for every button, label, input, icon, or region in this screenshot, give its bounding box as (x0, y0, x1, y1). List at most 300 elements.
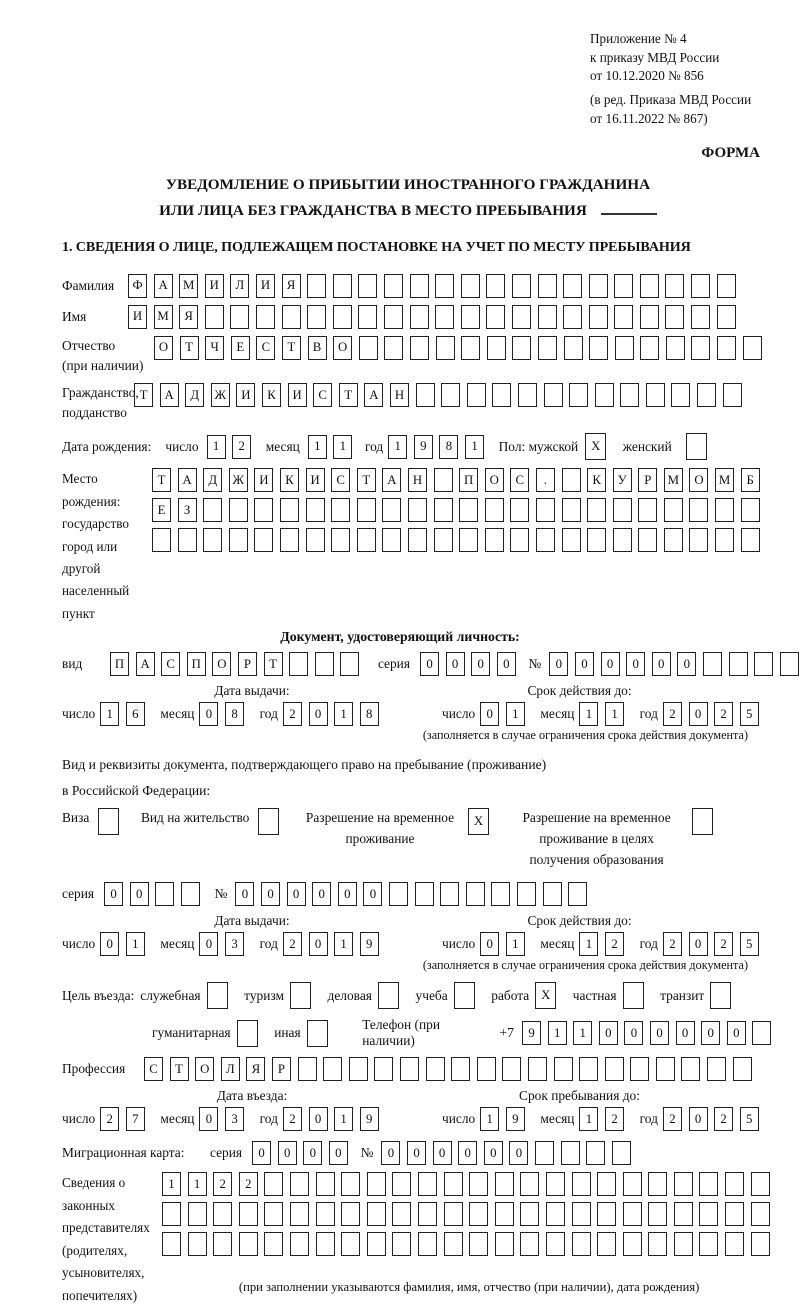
migration-card-label: Миграционная карта: (62, 1145, 185, 1161)
char-cell-empty (374, 1057, 393, 1081)
char-cell-empty (536, 498, 555, 522)
char-cell-empty (239, 1202, 258, 1226)
char-cell-filled: Т (264, 652, 283, 676)
label-line: Место рождения: (62, 471, 121, 509)
stay-until-date (442, 1107, 774, 1131)
char-cell-empty (725, 1232, 744, 1256)
char-cell-empty (586, 1141, 605, 1165)
char-cell-empty (543, 882, 562, 906)
char-cell-empty (358, 274, 377, 298)
citizenship-cells (134, 383, 748, 407)
year-label: год (364, 438, 384, 454)
char-cell-empty (699, 1232, 718, 1256)
char-cell-filled: 1 (334, 932, 353, 956)
label-line: к приказу МВД России (590, 49, 720, 65)
char-cell-empty (510, 498, 529, 522)
char-cell-empty (699, 1172, 718, 1196)
sex-male-checkbox (585, 433, 613, 460)
patronymic-label (62, 336, 154, 376)
month-label: месяц (160, 706, 195, 722)
char-cell-filled: . (536, 468, 555, 492)
char-cell-empty (469, 1172, 488, 1196)
char-cell-filled: 5 (740, 1107, 759, 1131)
char-cell-filled: П (187, 652, 206, 676)
char-cell-filled: 0 (130, 882, 149, 906)
label-line: от 10.12.2020 № 856 (590, 68, 704, 84)
char-cell-empty (512, 336, 531, 360)
char-cell-filled: М (154, 305, 173, 329)
char-cell-filled: 0 (599, 1021, 618, 1045)
char-cell-empty (486, 305, 505, 329)
char-cell-empty (495, 1202, 514, 1226)
iddoc-kind-row (62, 652, 778, 676)
char-cell-empty (569, 383, 588, 407)
char-cell-empty (306, 498, 325, 522)
firstname-cells (128, 305, 742, 329)
char-cell-filled: Я (282, 274, 301, 298)
char-cell-filled: 0 (252, 1141, 271, 1165)
checkbox-empty (378, 982, 399, 1009)
char-cell-empty (717, 305, 736, 329)
checkbox-option (152, 1020, 264, 1047)
char-cell-filled: 1 (207, 435, 226, 459)
option-label: частная (572, 987, 617, 1003)
sex-label: Пол: мужской (498, 438, 579, 454)
label-line: представителях (62, 1220, 150, 1236)
profession-cells (144, 1057, 758, 1081)
char-cell-filled: И (254, 468, 273, 492)
char-cell-empty (485, 498, 504, 522)
month-label: месяц (265, 438, 300, 454)
citizenship-label (62, 383, 139, 423)
char-cell-filled: А (136, 652, 155, 676)
char-cell-empty (587, 528, 606, 552)
char-cell-empty (290, 1172, 309, 1196)
checkbox-option (244, 982, 317, 1009)
entry-day (100, 1107, 151, 1131)
checkbox-empty (692, 808, 713, 835)
char-cell-filled: С (256, 336, 275, 360)
iddoc-valid-month (579, 702, 630, 726)
char-cell-empty (630, 1057, 649, 1081)
checkbox-option (141, 808, 286, 835)
char-cell-empty (162, 1232, 181, 1256)
char-cell-empty (623, 1202, 642, 1226)
char-cell-empty (357, 528, 376, 552)
char-cell-empty (400, 1057, 419, 1081)
char-cell-filled: 0 (509, 1141, 528, 1165)
char-cell-filled: В (308, 336, 327, 360)
day-label: число (442, 1111, 476, 1127)
char-cell-empty (538, 305, 557, 329)
char-cell-filled: Ч (205, 336, 224, 360)
char-cell-empty (546, 1202, 565, 1226)
char-cell-empty (392, 1172, 411, 1196)
char-cell-filled: 0 (689, 932, 708, 956)
iddoc-issue-day (100, 702, 151, 726)
char-cell-empty (205, 305, 224, 329)
char-cell-empty (459, 528, 478, 552)
char-cell-empty (410, 274, 429, 298)
char-cell-empty (546, 1172, 565, 1196)
char-cell-filled: 0 (701, 1021, 720, 1045)
char-cell-filled: 1 (162, 1172, 181, 1196)
char-cell-filled: 6 (126, 702, 145, 726)
char-cell-empty (538, 336, 557, 360)
char-cell-empty (459, 498, 478, 522)
char-cell-filled: 2 (663, 1107, 682, 1131)
char-cell-empty (510, 528, 529, 552)
char-cell-empty (646, 383, 665, 407)
iddoc-issue-month (199, 702, 250, 726)
char-cell-empty (562, 468, 581, 492)
char-cell-empty (316, 1172, 335, 1196)
patronymic-row (62, 336, 778, 376)
char-cell-empty (674, 1232, 693, 1256)
checkbox-option (660, 982, 738, 1009)
form-title-line1: УВЕДОМЛЕНИЕ О ПРИБЫТИИ ИНОСТРАННОГО ГРАЖДАНИНА (165, 175, 651, 193)
entry-date-headers (62, 1088, 778, 1104)
char-cell-filled: 0 (480, 702, 499, 726)
birthplace-block (62, 468, 778, 625)
char-cell-empty (536, 528, 555, 552)
char-cell-filled: 2 (605, 932, 624, 956)
char-cell-empty (520, 1172, 539, 1196)
char-cell-filled: 0 (199, 1107, 218, 1131)
char-cell-filled: И (128, 305, 147, 329)
char-cell-filled: 0 (727, 1021, 746, 1045)
char-cell-filled: Р (272, 1057, 291, 1081)
char-cell-empty (435, 274, 454, 298)
char-cell-filled: 0 (309, 932, 328, 956)
char-cell-empty (333, 274, 352, 298)
char-cell-filled: 2 (283, 1107, 302, 1131)
year-label: год (639, 706, 658, 722)
char-cell-empty (229, 528, 248, 552)
char-cell-empty (612, 1141, 631, 1165)
char-cell-empty (691, 336, 710, 360)
char-cell-empty (280, 498, 299, 522)
firstname-label: Имя (62, 308, 87, 324)
char-cell-empty (341, 1172, 360, 1196)
char-cell-empty (717, 336, 736, 360)
char-cell-filled: Е (231, 336, 250, 360)
char-cell-filled: Т (170, 1057, 189, 1081)
char-cell-empty (495, 1172, 514, 1196)
char-cell-empty (213, 1232, 232, 1256)
char-cell-empty (367, 1232, 386, 1256)
char-cell-empty (444, 1232, 463, 1256)
char-cell-filled: 1 (465, 435, 484, 459)
char-cell-filled: А (154, 274, 173, 298)
profession-label: Профессия (62, 1061, 126, 1077)
char-cell-empty (323, 1057, 342, 1081)
char-cell-filled: 0 (677, 652, 696, 676)
char-cell-empty (316, 1202, 335, 1226)
char-cell-filled: Н (408, 468, 427, 492)
char-cell-filled: 0 (650, 1021, 669, 1045)
label-line: от 16.11.2022 № 867) (590, 110, 708, 126)
char-cell-filled: О (689, 468, 708, 492)
char-cell-filled: 1 (334, 1107, 353, 1131)
char-cell-empty (689, 498, 708, 522)
surname-cells (128, 274, 742, 298)
migration-series-cells (252, 1141, 354, 1165)
permit-intro-line1: Вид и реквизиты документа, подтверждающего право на пребывание (проживание) (62, 757, 547, 773)
char-cell-empty (239, 1232, 258, 1256)
char-cell-empty (495, 1232, 514, 1256)
char-cell-empty (723, 383, 742, 407)
year-label: год (259, 1111, 278, 1127)
char-cell-empty (620, 383, 639, 407)
option-label: Виза (62, 810, 90, 826)
char-cell-filled: 2 (283, 932, 302, 956)
char-cell-empty (203, 498, 222, 522)
char-cell-filled: Л (230, 274, 249, 298)
char-cell-empty (298, 1057, 317, 1081)
permit-validity-note: (заполняется в случае ограничения срока действия документа) (422, 958, 748, 973)
char-cell-empty (752, 1021, 771, 1045)
char-cell-empty (331, 498, 350, 522)
char-cell-empty (331, 528, 350, 552)
char-cell-empty (155, 882, 174, 906)
char-cell-empty (597, 1232, 616, 1256)
checkbox-checked: X (535, 982, 556, 1009)
char-cell-empty (528, 1057, 547, 1081)
char-cell-filled: 8 (225, 702, 244, 726)
label-line: населенный пункт (62, 583, 130, 621)
char-cell-empty (615, 336, 634, 360)
char-cell-filled: О (212, 652, 231, 676)
permit-issue-year (283, 932, 385, 956)
char-cell-empty (568, 882, 587, 906)
patronymic-label-line1: Отчество (62, 337, 116, 353)
char-cell-empty (665, 305, 684, 329)
representatives-note: (при заполнении указываются фамилия, имя, отчество (при наличии), дата рождения) (238, 1280, 700, 1295)
iddoc-series-label: серия (377, 656, 411, 672)
checkbox-empty (307, 1020, 328, 1047)
char-cell-empty (638, 528, 657, 552)
char-cell-empty (751, 1232, 770, 1256)
char-cell-filled: 0 (689, 702, 708, 726)
char-cell-filled: 0 (549, 652, 568, 676)
char-cell-filled: Д (203, 468, 222, 492)
iddoc-title: Документ, удостоверяющий личность: (280, 629, 520, 645)
label-line: (родителях, (62, 1242, 128, 1258)
char-cell-filled: 9 (360, 1107, 379, 1131)
permit-series-label: серия (62, 886, 95, 902)
stay-day (480, 1107, 531, 1131)
birth-month-cells (308, 435, 359, 459)
char-cell-empty (715, 528, 734, 552)
purpose-options-row2 (152, 1020, 344, 1047)
char-cell-filled: С (510, 468, 529, 492)
label-line: (в ред. Приказа МВД России (590, 92, 752, 108)
representatives-row3 (162, 1232, 776, 1256)
char-cell-filled: 8 (439, 435, 458, 459)
char-cell-filled: С (331, 468, 350, 492)
month-label: месяц (160, 936, 195, 952)
char-cell-empty (725, 1172, 744, 1196)
char-cell-filled: 0 (100, 932, 119, 956)
char-cell-empty (518, 383, 537, 407)
char-cell-filled: 0 (199, 702, 218, 726)
char-cell-empty (535, 1141, 554, 1165)
char-cell-filled: 2 (714, 1107, 733, 1131)
stay-month (579, 1107, 630, 1131)
blank-underline (601, 213, 657, 215)
label-line: государство (62, 516, 129, 532)
char-cell-empty (491, 882, 510, 906)
firstname-row (62, 305, 778, 329)
char-cell-empty (674, 1172, 693, 1196)
char-cell-empty (203, 528, 222, 552)
char-cell-empty (367, 1172, 386, 1196)
migration-series-label: серия (210, 1145, 243, 1161)
char-cell-empty (467, 383, 486, 407)
char-cell-empty (289, 652, 308, 676)
phone-prefix: +7 (499, 1025, 515, 1041)
month-label: месяц (540, 936, 575, 952)
char-cell-filled: 9 (522, 1021, 541, 1045)
checkbox-checked: X (468, 808, 489, 835)
char-cell-empty (751, 1202, 770, 1226)
char-cell-filled: Р (238, 652, 257, 676)
char-cell-empty (640, 336, 659, 360)
char-cell-empty (434, 498, 453, 522)
char-cell-filled: 3 (225, 932, 244, 956)
char-cell-filled: И (205, 274, 224, 298)
char-cell-empty (512, 274, 531, 298)
char-cell-filled: А (178, 468, 197, 492)
option-label: гуманитарная (152, 1025, 231, 1041)
char-cell-filled: 2 (714, 932, 733, 956)
forma-label: ФОРМА (701, 144, 760, 161)
birthdate-row (62, 433, 778, 460)
char-cell-empty (280, 528, 299, 552)
iddoc-valid-day (480, 702, 531, 726)
char-cell-empty (315, 652, 334, 676)
char-cell-empty (306, 528, 325, 552)
permit-valid-title: Срок действия до: (527, 913, 632, 929)
char-cell-filled: О (154, 336, 173, 360)
char-cell-empty (256, 305, 275, 329)
char-cell-empty (512, 305, 531, 329)
char-cell-empty (416, 383, 435, 407)
char-cell-empty (563, 305, 582, 329)
day-label: число (442, 706, 476, 722)
char-cell-filled: 0 (309, 1107, 328, 1131)
entry-month (199, 1107, 250, 1131)
permit-date-headers (62, 913, 778, 929)
iddoc-number-cells (549, 652, 800, 676)
char-cell-filled: 2 (663, 932, 682, 956)
citizenship-row (62, 383, 778, 423)
char-cell-filled: 0 (104, 882, 123, 906)
char-cell-filled: Ж (229, 468, 248, 492)
char-cell-empty (691, 274, 710, 298)
char-cell-empty (341, 1232, 360, 1256)
representatives-cells (162, 1172, 776, 1295)
checkbox-option (274, 1020, 334, 1047)
char-cell-filled: 0 (497, 652, 516, 676)
char-cell-filled: П (110, 652, 129, 676)
char-cell-empty (561, 1141, 580, 1165)
year-label: год (259, 936, 278, 952)
purpose-row2 (62, 1017, 778, 1049)
char-cell-empty (188, 1202, 207, 1226)
option-label: деловая (327, 987, 372, 1003)
birthplace-row2 (152, 498, 766, 522)
purpose-row1 (62, 982, 778, 1009)
day-label: число (62, 936, 96, 952)
permit-number-label: № (214, 886, 228, 902)
char-cell-filled: И (288, 383, 307, 407)
char-cell-empty (587, 498, 606, 522)
char-cell-empty (674, 1202, 693, 1226)
char-cell-filled: 5 (740, 932, 759, 956)
checkbox-option (573, 982, 650, 1009)
entry-year (283, 1107, 385, 1131)
char-cell-empty (469, 1232, 488, 1256)
char-cell-filled: 0 (458, 1141, 477, 1165)
checkbox-option (140, 982, 234, 1009)
char-cell-empty (466, 882, 485, 906)
char-cell-empty (384, 274, 403, 298)
char-cell-empty (264, 1232, 283, 1256)
char-cell-empty (434, 468, 453, 492)
char-cell-filled: 1 (480, 1107, 499, 1131)
char-cell-empty (440, 882, 459, 906)
char-cell-filled: 0 (278, 1141, 297, 1165)
char-cell-empty (444, 1202, 463, 1226)
char-cell-filled: 1 (506, 932, 525, 956)
char-cell-filled: Б (741, 468, 760, 492)
char-cell-empty (741, 498, 760, 522)
char-cell-empty (717, 274, 736, 298)
char-cell-empty (307, 305, 326, 329)
char-cell-filled: А (364, 383, 383, 407)
migration-number-label: № (360, 1145, 374, 1161)
char-cell-filled: 1 (126, 932, 145, 956)
char-cell-filled: 0 (624, 1021, 643, 1045)
char-cell-filled: 8 (360, 702, 379, 726)
checkbox-option (416, 982, 482, 1009)
entry-dates-row (62, 1107, 778, 1131)
char-cell-filled: 1 (579, 702, 598, 726)
char-cell-filled: Т (180, 336, 199, 360)
iddoc-issue-title: Дата выдачи: (214, 683, 290, 699)
char-cell-filled: 2 (213, 1172, 232, 1196)
char-cell-filled: 9 (360, 932, 379, 956)
option-label: Вид на жительство (140, 810, 250, 826)
representatives-row1 (162, 1172, 776, 1196)
char-cell-filled: 1 (188, 1172, 207, 1196)
char-cell-empty (230, 305, 249, 329)
checkbox-empty (623, 982, 644, 1009)
char-cell-empty (572, 1202, 591, 1226)
char-cell-empty (349, 1057, 368, 1081)
char-cell-filled: И (306, 468, 325, 492)
char-cell-empty (707, 1057, 726, 1081)
permit-issue-day (100, 932, 151, 956)
char-cell-filled: П (459, 468, 478, 492)
char-cell-filled: М (715, 468, 734, 492)
migration-card-row (62, 1141, 778, 1165)
checkbox-empty (454, 982, 475, 1009)
char-cell-empty (502, 1057, 521, 1081)
char-cell-filled: С (313, 383, 332, 407)
